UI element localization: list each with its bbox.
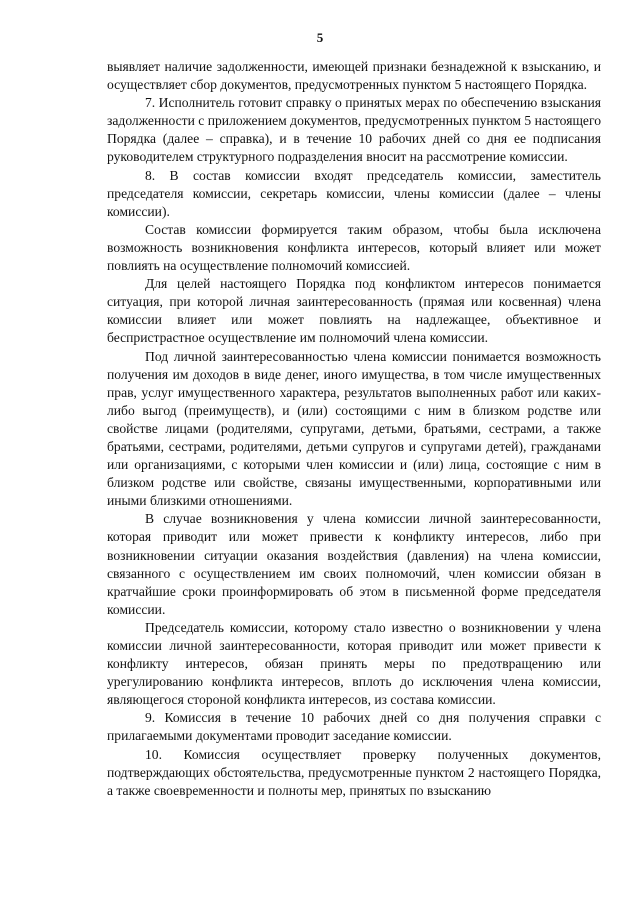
paragraph-member-obligation: В случае возникновения у члена комиссии личной заинтересованности, которая приводит или может привести к конфликту интересов, либо при возникновении ситуации оказания воздействия (давления) на члена комиссии, связанного с осуществлением им своих полномочий, член комиссии обязан в кратчайшие сроки проинформировать об этом в письменной форме председателя комиссии. <box>107 511 601 617</box>
paragraph-commission-composition: Состав комиссии формируется таким образом, чтобы была исключена возможность возникновения конфликта интересов, который влияет или может повлиять на осуществление полномочий комиссией. <box>107 221 601 274</box>
paragraph-item-10: 10. Комиссия осуществляет проверку полученных документов, подтверждающих обстоятельства, предусмотренные пунктом 2 настоящего Порядка, а также своевременности и полноты мер, принятых по взысканию <box>107 746 601 798</box>
document-body <box>107 58 601 800</box>
paragraph-conflict-definition: Для целей настоящего Порядка под конфликтом интересов понимается ситуация, при которой личная заинтересованность (прямая или косвенная) члена комиссии влияет или может повлиять на надлежащее, объективное и беспристрастное осуществление им полномочий члена комиссии. <box>107 276 601 346</box>
paragraph-item-7: 7. Исполнитель готовит справку о принятых мерах по обеспечению взыскания задолженности с приложением документов, предусмотренных пунктом 5 настоящего Порядка (далее – справка), и в течение 10 рабочих дней со дня ее подписания руководителем структурного подразделения вносит на рассмотрение комиссии. <box>107 95 601 165</box>
paragraph-chairman-measures: Председатель комиссии, которому стало известно о возникновении у члена комиссии личной заинтересованности, которая приводит или может привести к конфликту интересов, обязан принять меры по предотвращению или урегулированию конфликта интересов, вплоть до исключения члена комиссии, являющегося стороной конфликта интересов, из состава комиссии. <box>107 619 601 708</box>
page-number: 5 <box>316 30 324 45</box>
paragraph-item-9: 9. Комиссия в течение 10 рабочих дней со дня получения справки с прилагаемыми документами проводит заседание комиссии. <box>107 710 601 744</box>
paragraph-continuation: выявляет наличие задолженности, имеющей признаки безнадежной к взысканию, и осуществляет сбор документов, предусмотренных пунктом 5 настоящего Порядка. <box>107 59 601 93</box>
paragraph-personal-interest: Под личной заинтересованностью члена комиссии понимается возможность получения им доходов в виде денег, иного имущества, в том числе имущественных прав, услуг имущественного характера, результатов выполненных работ или каких-либо выгод (преимуществ), и (или) состоящими с ним в близком родстве или свойстве лицами (родителями, супругами, детьми, братьями, сестрами, а также братьями, сестрами, родителями, детьми супругов и супругами детей), гражданами или организациями, с которыми член комиссии и (или) лица, состоящие с ним в близком родстве или свойстве, связаны имущественными, корпоративными или иными близкими отношениями. <box>107 348 601 509</box>
paragraph-item-8: 8. В состав комиссии входят председатель комиссии, заместитель председателя комиссии, секретарь комиссии, члены комиссии (далее – члены комиссии). <box>107 167 601 219</box>
